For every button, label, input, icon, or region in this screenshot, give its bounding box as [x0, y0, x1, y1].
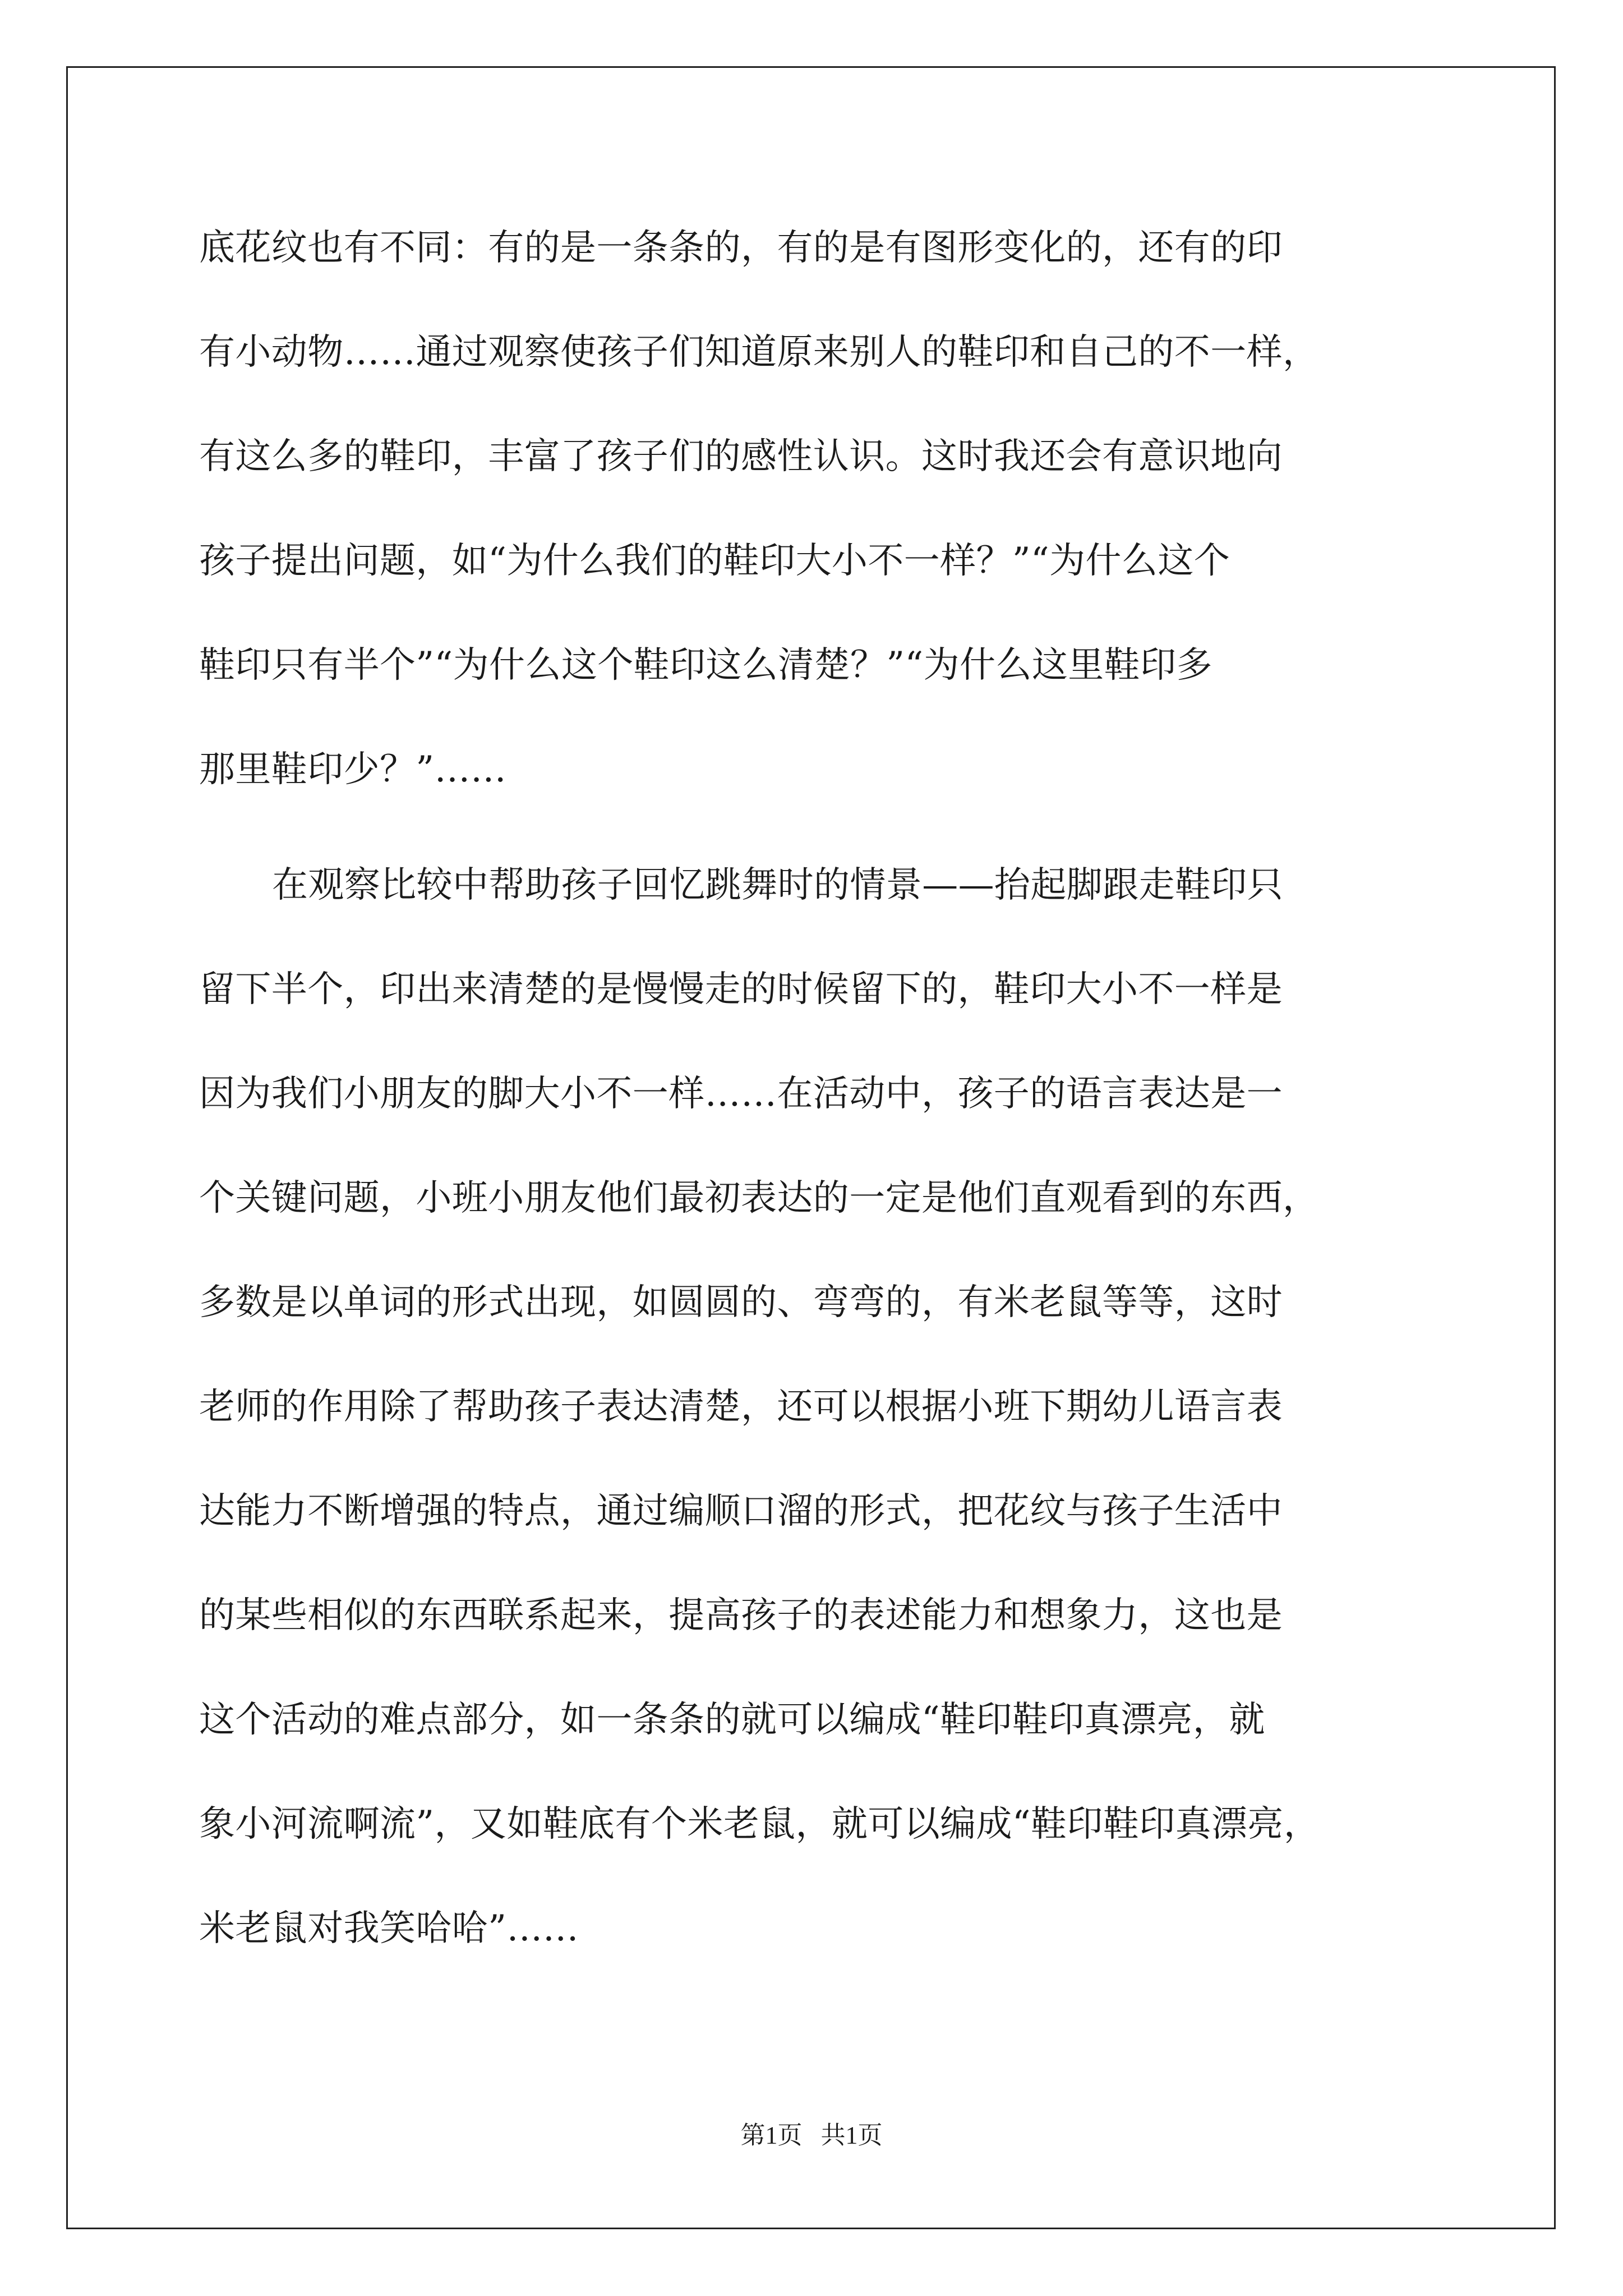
- paragraph-2-line: 个关键问题，小班小朋友他们最初表达的一定是他们直观看到的东西，: [199, 1177, 1319, 1219]
- paragraph-2-line: 老师的作用除了帮助孩子表达清楚，还可以根据小班下期幼儿语言表: [199, 1386, 1283, 1428]
- page-footer: 第1页 共1页: [740, 2122, 883, 2149]
- paragraph-2-line: 在观察比较中帮助孩子回忆跳舞时的情景——抬起脚跟走鞋印只: [272, 864, 1284, 906]
- paragraph-1-line: 底花纹也有不同：有的是一条条的，有的是有图形变化的，还有的印: [199, 227, 1283, 269]
- paragraph-1-line: 有这么多的鞋印，丰富了孩子们的感性认识。这时我还会有意识地向: [199, 436, 1283, 477]
- page-border: [66, 66, 1556, 2229]
- paragraph-1-line: 有小动物……通过观察使孩子们知道原来别人的鞋印和自己的不一样，: [199, 332, 1319, 373]
- paragraph-2-line: 象小河流啊流”，又如鞋底有个米老鼠，就可以编成“鞋印鞋印真漂亮，: [199, 1803, 1320, 1845]
- paragraph-1-line: 那里鞋印少？”……: [199, 749, 507, 790]
- paragraph-2-line: 留下半个，印出来清楚的是慢慢走的时候留下的，鞋印大小不一样是: [199, 969, 1283, 1010]
- paragraph-2-line: 这个活动的难点部分，如一条条的就可以编成“鞋印鞋印真漂亮，就: [199, 1699, 1265, 1741]
- paragraph-2-line: 米老鼠对我笑哈哈”……: [199, 1908, 579, 1949]
- paragraph-2-line: 的某些相似的东西联系起来，提高孩子的表述能力和想象力，这也是: [199, 1595, 1283, 1636]
- paragraph-1-line: 鞋印只有半个”“为什么这个鞋印这么清楚？”“为什么这里鞋印多: [199, 645, 1212, 686]
- paragraph-2-line: 达能力不断增强的特点，通过编顺口溜的形式，把花纹与孩子生活中: [199, 1490, 1283, 1532]
- paragraph-2-line: 因为我们小朋友的脚大小不一样……在活动中，孩子的语言表达是一: [199, 1073, 1283, 1115]
- paragraph-1-line: 孩子提出问题，如“为什么我们的鞋印大小不一样？”“为什么这个: [199, 540, 1230, 582]
- paragraph-2-line: 多数是以单词的形式出现，如圆圆的、弯弯的，有米老鼠等等，这时: [199, 1282, 1283, 1323]
